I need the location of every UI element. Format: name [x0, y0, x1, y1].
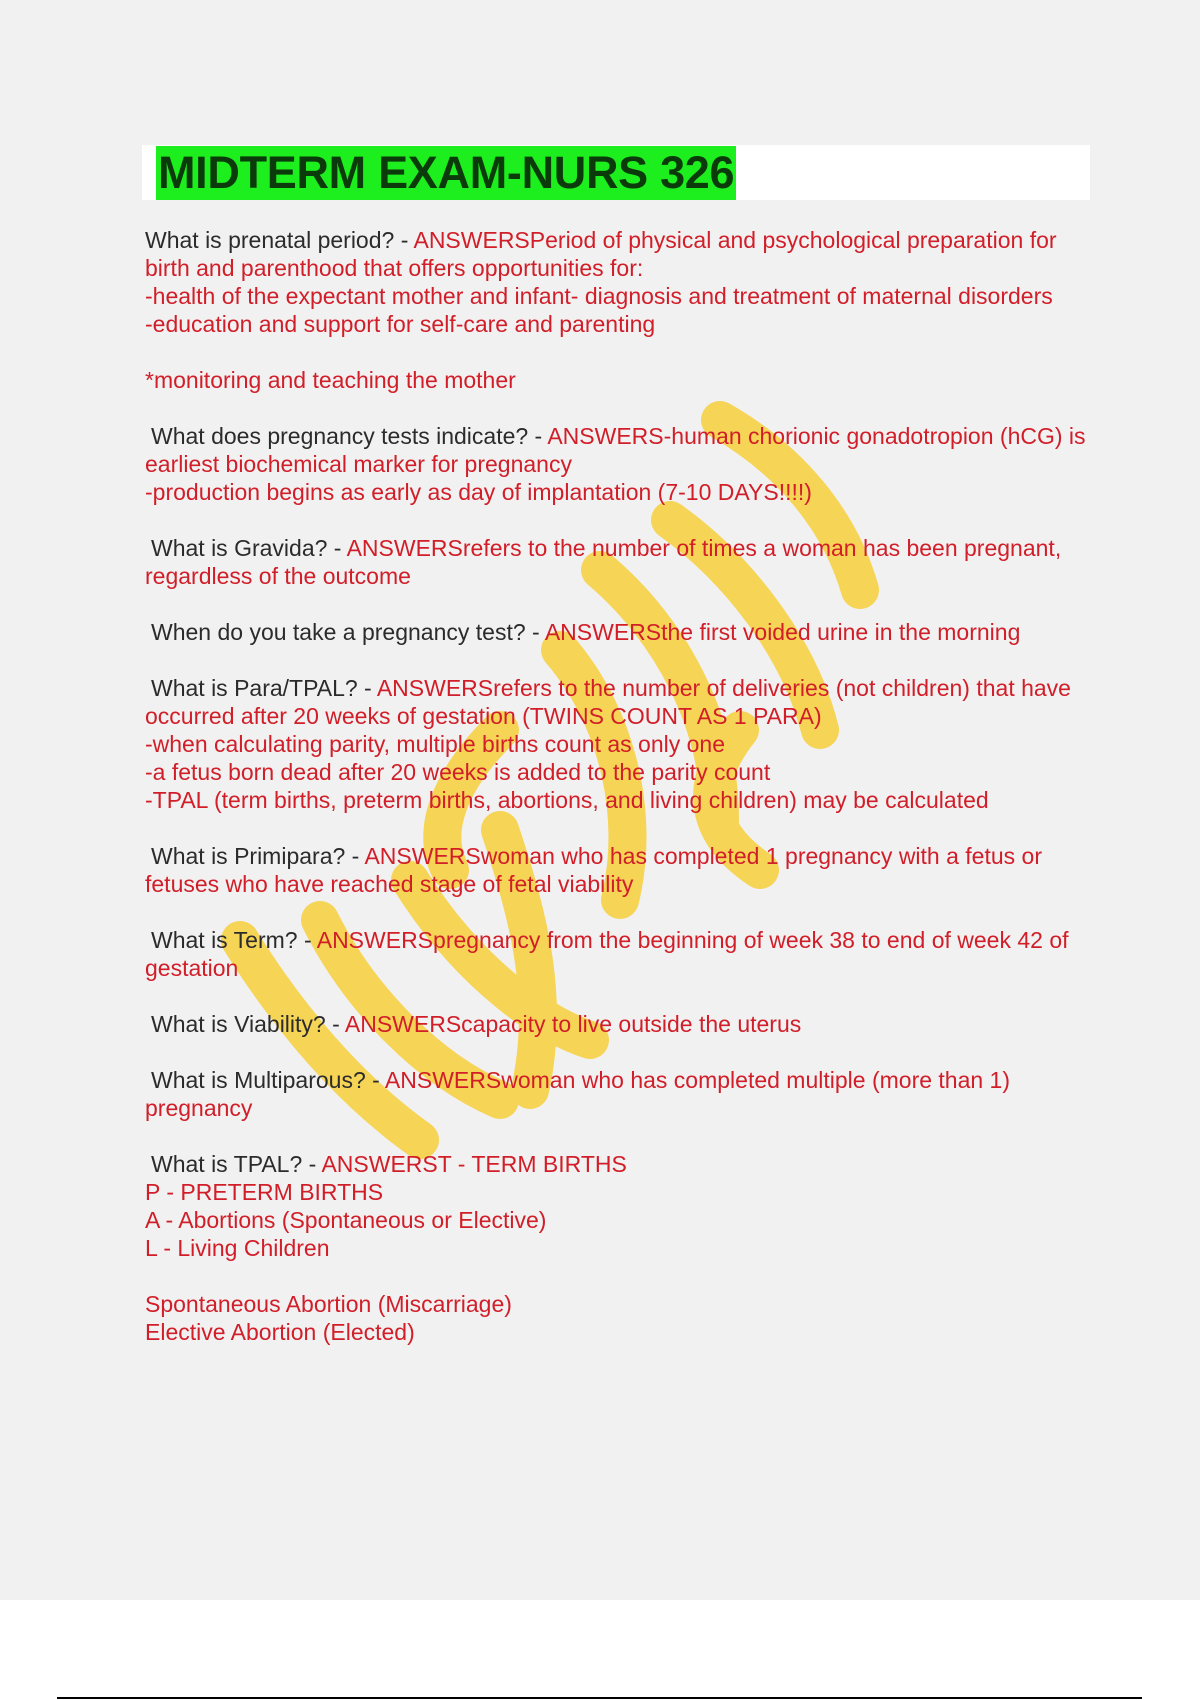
question-separator: - — [525, 619, 545, 645]
footer-divider — [57, 1697, 1142, 1699]
answer-text: ANSWERSthe first voided urine in the morning — [544, 619, 1021, 645]
question-text: What is Gravida? — [151, 535, 328, 561]
question-separator: - — [327, 535, 347, 561]
qa-item — [145, 226, 1095, 394]
answer-text: ANSWERSwoman who has completed multiple (more than 1) pregnancy — [145, 1067, 1017, 1121]
answer-text: ANSWERSrefers to the number of deliveries (not children) that have occurred after 20 weeks of gestation (TWINS COUNT AS 1 PARA) -when calculating parity, multiple births count as only one -a fetus born dead after 20 weeks is added to the parity count -TPAL (term births, preterm births, abortions, and living children) may be calculated — [145, 675, 1071, 813]
answer-text: ANSWERSrefers to the number of times a woman has been pregnant, regardless of the outcome — [145, 535, 1068, 589]
answer-text: ANSWERScapacity to live outside the uterus — [344, 1011, 802, 1037]
qa-item — [145, 1010, 1095, 1038]
answer-text: ANSWERST - TERM BIRTHS P - PRETERM BIRTHS A - Abortions (Spontaneous or Elective) L - Living Children Spontaneous Abortion (Miscarriage) Elective Abortion (Elected) — [145, 1151, 627, 1345]
question-text: What is Para/TPAL? — [151, 675, 358, 701]
qa-item — [145, 842, 1095, 898]
question-text: What does pregnancy tests indicate? — [151, 423, 529, 449]
answer-text: ANSWERS-human chorionic gonadotropion (hCG) is earliest biochemical marker for pregnancy -production begins as early as day of implantation (7-10 DAYS!!!!) — [145, 423, 1086, 505]
answer-text: ANSWERSpregnancy from the beginning of week 38 to end of week 42 of gestation — [145, 927, 1075, 981]
qa-item — [145, 926, 1095, 982]
question-text: What is Term? — [151, 927, 298, 953]
question-separator: - — [528, 423, 548, 449]
qa-item — [145, 1066, 1095, 1122]
document-content — [145, 145, 1095, 1374]
question-separator: - — [365, 1067, 385, 1093]
question-separator: - — [394, 227, 414, 253]
qa-item — [145, 674, 1095, 814]
question-text: What is Primipara? — [151, 843, 346, 869]
question-separator: - — [302, 1151, 322, 1177]
qa-item — [145, 422, 1095, 506]
question-separator: - — [345, 843, 365, 869]
question-separator: - — [357, 675, 377, 701]
qa-item — [145, 618, 1095, 646]
question-separator: - — [325, 1011, 345, 1037]
qa-item — [145, 1150, 1095, 1346]
qa-list — [145, 226, 1095, 1346]
question-text: What is TPAL? — [151, 1151, 303, 1177]
question-text: When do you take a pregnancy test? — [151, 619, 526, 645]
question-text: What is Viability? — [151, 1011, 326, 1037]
page-title: MIDTERM EXAM-NURS 326 — [158, 146, 735, 198]
question-separator: - — [297, 927, 317, 953]
question-text: What is prenatal period? — [145, 227, 395, 253]
question-text: What is Multiparous? — [151, 1067, 366, 1093]
answer-text: ANSWERSwoman who has completed 1 pregnancy with a fetus or fetuses who have reached stage of fetal viability — [145, 843, 1049, 897]
answer-text: ANSWERSPeriod of physical and psychological preparation for birth and parenthood that offers opportunities for: -health of the expectant mother and infant- diagnosis and treatment of maternal disorders -education and support for self-care and parenting *monitoring and teaching the mother — [145, 227, 1057, 393]
title-bar — [142, 145, 1090, 200]
qa-item — [145, 534, 1095, 590]
